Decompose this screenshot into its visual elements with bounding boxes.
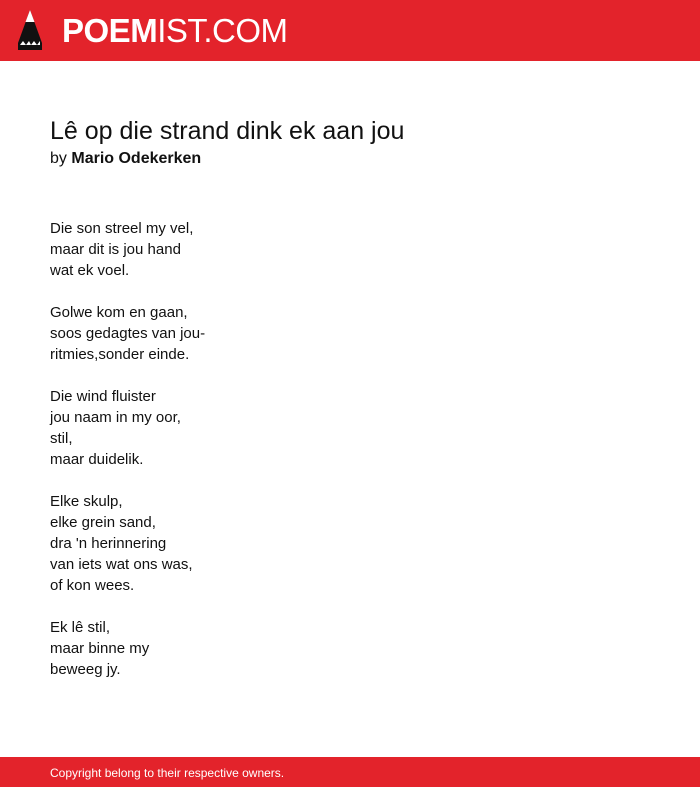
poem-line: dra 'n herinnering: [50, 535, 167, 552]
poem-body: [50, 218, 550, 701]
poem-line: Ek lê stil,: [50, 619, 111, 636]
site-footer: [0, 757, 700, 787]
copyright-notice: Copyright belong to their respective owners.: [50, 766, 285, 780]
site-header: [0, 0, 700, 61]
poem-line: of kon wees.: [50, 577, 135, 594]
poem-line: ritmies,sonder einde.: [50, 346, 190, 363]
site-logo[interactable]: [62, 10, 288, 52]
poem-line: Die son streel my vel,: [50, 220, 194, 237]
poem-line: soos gedagtes van jou-: [50, 325, 206, 342]
poem-line: Golwe kom en gaan,: [50, 304, 188, 321]
poem-line: elke grein sand,: [50, 514, 156, 531]
stanza: [50, 302, 550, 365]
poem-line: beweeg jy.: [50, 661, 121, 678]
byline: [50, 148, 201, 170]
author-name: Mario Odekerken: [71, 150, 202, 167]
pencil-tip-icon[interactable]: [17, 9, 43, 51]
poem-line: Elke skulp,: [50, 493, 123, 510]
stanza: [50, 617, 550, 680]
poem-line: stil,: [50, 430, 73, 447]
poem-line: Die wind fluister: [50, 388, 156, 405]
poem-line: maar dit is jou hand: [50, 241, 181, 258]
logo-bold-text: POEM: [62, 12, 158, 49]
stanza: [50, 491, 550, 596]
stanza: [50, 218, 550, 281]
poem-line: maar duidelik.: [50, 451, 144, 468]
poem-line: jou naam in my oor,: [50, 409, 181, 426]
poem-line: van iets wat ons was,: [50, 556, 193, 573]
stanza: [50, 386, 550, 470]
poem-line: wat ek voel.: [50, 262, 130, 279]
logo-light-text: IST.COM: [157, 12, 288, 49]
by-label: by: [50, 150, 67, 167]
poem-title: Lê op die strand dink ek aan jou: [50, 117, 405, 145]
poem-line: maar binne my: [50, 640, 150, 657]
